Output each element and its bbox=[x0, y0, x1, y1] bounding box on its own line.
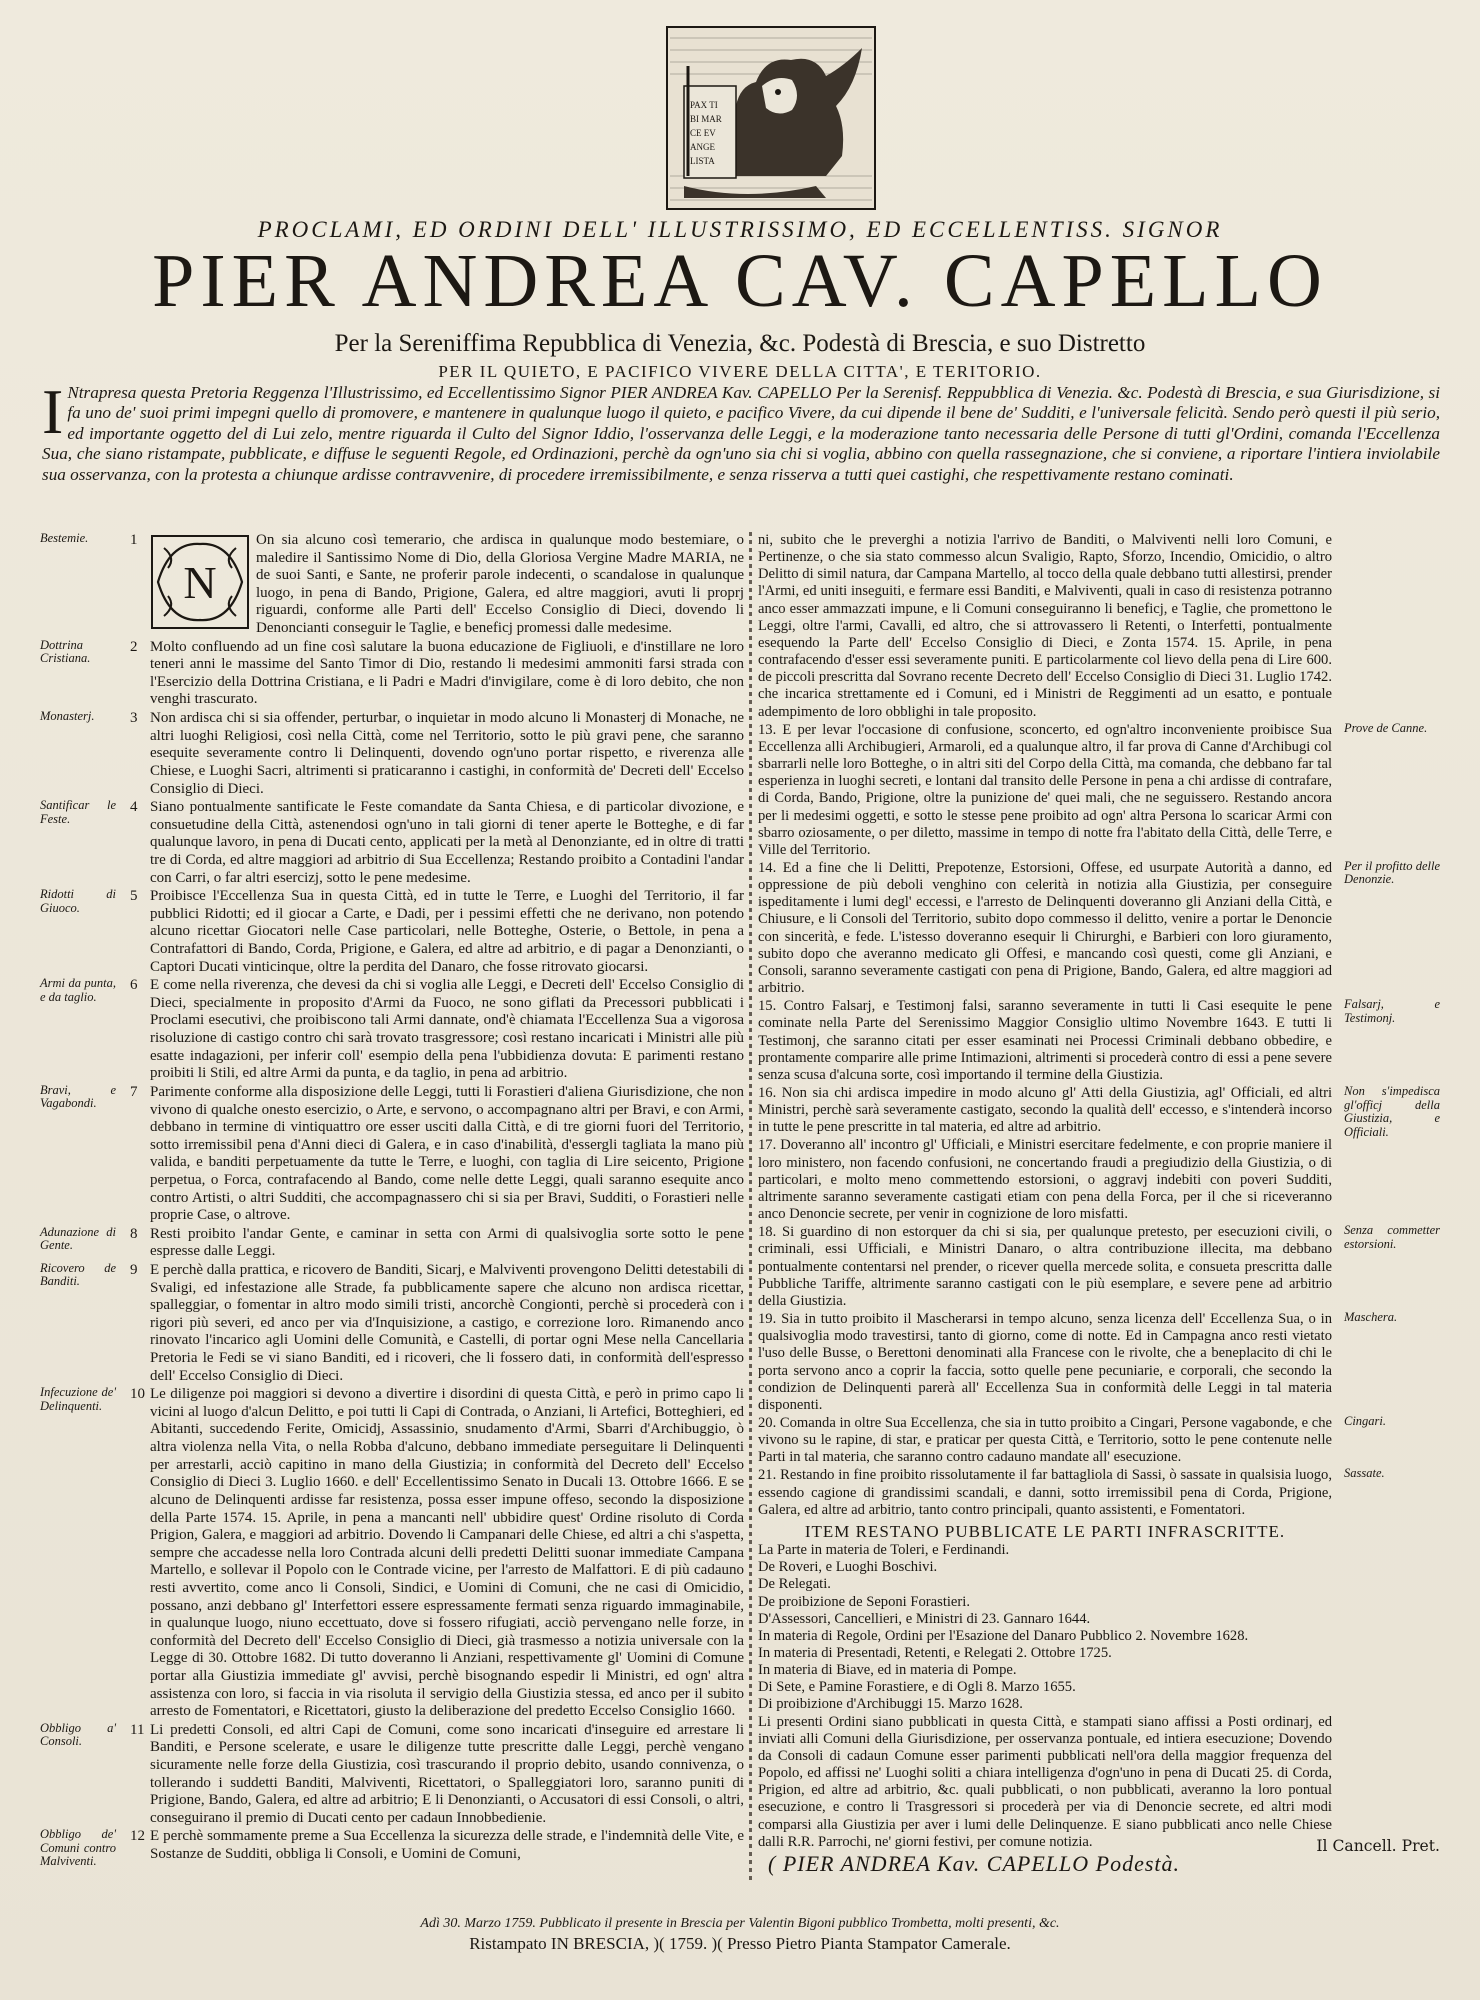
ordinance-16 bbox=[758, 1084, 1440, 1139]
margin-note: Ricovero de Banditi. bbox=[40, 1260, 116, 1289]
ordinance-number: 4 bbox=[130, 799, 138, 816]
printer-imprint: Ristampato IN BRESCIA, )( 1759. )( Presso Pietro Pianta Stampator Camerale. bbox=[469, 1934, 1011, 1953]
list-item: La Parte in materia de Toleri, e Ferdinandi. bbox=[758, 1542, 1010, 1559]
ordinance-4 bbox=[40, 799, 744, 887]
ordinance-text: Proibisce l'Eccellenza Sua in questa Città, ed in tutte le Terre, e Luoghi del Territorio, il far pubblici Ridotti; ed il giocar a Carte, e Dadi, per i pessimi effetti che ne derivano, non potendo alcuno ricettar Giocatori nelle Case particolari, nelle Botteghe, Osterie, o Bettole, in pena a Contrafattori di Bando, Corda, Prigione, e Galera, ed altre ad arbitrio, e di pagar a Denonzianti, o Captori Ducati vinticinque, oltre la perdita del Danaro, che fosse ritrovato giocarsi. bbox=[150, 888, 744, 975]
ordinance-text: On sia alcuno così temerario, che ardisca in qualunque modo bestemiare, o maledire il Santissimo Nome di Dio, della Gloriosa Vergine Madre MARIA, ne de suoi Santi, e Sante, ne proferir parole indecenti, o scandalose in qualunque luogo, in pena di Bando, Prigione, Galera, ed altre maggiori, avuti li proprj riguardi, conforme alle Parti dell' Eccelso Consiglio di Dieci, dovendo li Denoncianti conseguir le Taglie, e beneficj promessi dalle medesime. bbox=[256, 532, 744, 637]
margin-note: Bravi, e Vagabondi. bbox=[40, 1082, 116, 1111]
ordinance-20 bbox=[758, 1415, 1440, 1466]
ordinance-number: 10 bbox=[130, 1386, 145, 1403]
ordinances-columns bbox=[40, 532, 1440, 1882]
margin-note: Bestemie. bbox=[40, 531, 89, 545]
svg-text:PAX TI: PAX TI bbox=[690, 100, 718, 110]
ordinance-number: 6 bbox=[130, 977, 138, 994]
intro-drop-cap: I bbox=[42, 376, 64, 447]
ordinance-17 bbox=[758, 1137, 1440, 1223]
margin-note: Infecuzione de' Delinquenti. bbox=[40, 1385, 116, 1413]
ordinance-number: 11 bbox=[130, 1721, 145, 1738]
ordinance-number: 3 bbox=[130, 710, 138, 727]
ordinance-5 bbox=[40, 888, 744, 976]
margin-note: Non s'impedisca gl'officj della Giustizia, e Officiali. bbox=[1344, 1084, 1440, 1139]
list-item: De proibizione de Seponi Forastieri. bbox=[758, 1593, 970, 1610]
republic-subtitle: Per la Sereniffima Repubblica di Venezia, &c. Podestà di Brescia, e suo Distretto bbox=[334, 330, 1146, 357]
ordinance-text: 13. E per levar l'occasione di confusione, sconcerto, ed ogn'altro inconveniente proibisce Sua Eccellenza alli Archibugieri, Armaroli, ed a qualunque altro, il far prova di Canne d'Archibugi col sbarrarli nelle loro Botteghe, o in altri siti del Corpo della Città, ma comanda, che debbano far tal esperienza in luoghi secreti, e lontani dal transito delle Persone in pena a chi ardisse di contrafare, di Corda, Bando, Prigione, oltre la punizione de' quei mali, che ne seguissero. Restando ancora per li medesimi oggetti, e sotto le stesse pene proibito ad ogn' altra Persona lo scaricar Armi con sbarro oziosamente, o per diletto, massime in tempo di notte fra l'abitato della Città, delle Terre, e Ville del Territorio. bbox=[758, 721, 1332, 858]
ordinance-21 bbox=[758, 1467, 1440, 1518]
margin-note: Sassate. bbox=[1344, 1466, 1385, 1481]
ordinance-7 bbox=[40, 1084, 744, 1225]
list-item: De Roveri, e Luoghi Boschivi. bbox=[758, 1559, 938, 1576]
ordinance-text: E perchè sommamente preme a Sua Eccellenza la sicurezza delle strade, e l'indemnità delle Vite, e Sostanze de Sudditi, obbliga li Consoli, e Uomini de Comuni, bbox=[150, 1828, 744, 1863]
ordinance-number: 12 bbox=[130, 1828, 145, 1845]
closing-paragraph: Li presenti Ordini siano pubblicati in questa Città, e stampati siano affissi a Posti ordinarj, ed inviati alli Comuni della Giurisdizione, per osservanza pontuale, ed intiera esecuzione; Dovendo da Consoli di cadaun Comune esser parimenti pubblicati nell'ora della maggior frequenza del Popolo, ed affissi ne' Luoghi soliti a chiara intelligenza d'ogn'uno in pena di Ducati 25. di Corda, Prigion, ed altre ad arbitrio, &c. quali pubblicati, o non pubblicati, averanno la loro pontual esecuzione, e contro li Trasgressori si procederà per via di Denoncie secrete, ed altri modi comparsi alla Giustizia per aver i lumi delle Delinquenze. E siano pubblicati anco nelle Chiese dalli R.R. Parrochi, ne' giorni festivi, per comune notizia. bbox=[758, 1713, 1332, 1850]
ordinance-6 bbox=[40, 977, 744, 1083]
ordinance-number: 5 bbox=[130, 888, 138, 905]
intro-text: Ntrapresa questa Pretoria Reggenza l'Illustrissimo, ed Eccellentissimo Signor PIER ANDREA Kav. CAPELLO Per la Serenisf. Reppubblica di Venezia. &c. Podestà di Brescia, e sua Giurisdizione, si fa uno de' suoi primi impegni quello di promovere, e mantenere in qualunque luogo il quieto, e pacifico Vivere, da cui dipende il bene de' Sudditi, e l'universale felicità. Sendo però questi il più serio, ed importante oggetto del di Lui zelo, mentre riguarda il Culto del Signor Iddio, l'osservanza delle Leggi, e la moderazione tanto necessaria delle Persone di tutti gl'Ordini, comanda l'Eccellenza Sua, che siano ristampate, pubblicate, e diffuse le seguenti Regole, ed Ordinazioni, perchè da ogn'uno sia chi si voglia, abbino con quella rassegnazione, che si conviene, a riportare l'intiera inviolabile sua osservanza, con la protesta a chiunque ardisse contravvenire, di procedere irremissibilmente, e senza risserva a tutti quei castighi, che respettivamente restano cominati. bbox=[42, 383, 1440, 484]
margin-note: Obbligo de' Comuni contro Malviventi. bbox=[40, 1827, 116, 1869]
ordinance-text: 15. Contro Falsarj, e Testimonj falsi, saranno severamente in tutti li Casi esequite le pene cominate nella Parte del Serenissimo Maggior Consiglio ultimo Novembre 1643. E tutti li Testimonj, che saranno citati per esser esaminati nei Processi Criminali debbano obbedire, e prontamente comparire alle prime Intimazioni, altrimenti si procederà contro di essi a pene severe senza scusa d'alcuna sorte, così importando il termine della Giustizia. bbox=[758, 998, 1332, 1083]
list-item: In materia di Biave, ed in materia di Pompe. bbox=[758, 1662, 1017, 1679]
ordinance-text: E come nella riverenza, che devesi da chi si voglia alle Leggi, e Decreti dell' Eccelso Consiglio di Dieci, specialmente in proposito d'Armi da Fuoco, ne sono giflati da Precessori pubblicati i Proclami esecutivi, che proibiscono tali Armi dannate, ond'è chiamata l'Eccellenza Sua a vigorosa risoluzione di castigo contro chi sarà trovato trasgressore; così restano incaricati i Ministri alle più esatte indagazioni, per inferir coll' esempio della pena l'ubbidienza dovuta: E parimenti restano proibiti li Stili, ed altre Armi da punta, e da taglio, in pena ad arbitrio. bbox=[150, 977, 744, 1082]
list-item: Di Sete, e Pamine Forastiere, e di Ogli 8. Marzo 1655. bbox=[758, 1679, 1076, 1696]
margin-note: Monasterj. bbox=[40, 709, 95, 724]
margin-note: Falsarj, e Testimonj. bbox=[1344, 997, 1440, 1025]
ordinance-14 bbox=[758, 860, 1440, 997]
left-column bbox=[40, 531, 744, 1869]
ordinance-text: 18. Si guardino di non estorquer da chi si sia, per qualunque pretesto, per esecuzioni civili, o criminali, essi Ufficiali, e Ministri Danaro, o altra contribuzione illecita, ma debbano pontualmente contentarsi nel prender, o ricever quella mercede solita, e consueta prescritta dalle Pubbliche Tariffe, altrimente saranno castigati con le più esemplare, e severe pene ad arbitrio della Giustizia. bbox=[758, 1224, 1332, 1309]
publication-note: Adì 30. Marzo 1759. Pubblicato il presente in Brescia per Valentin Bigoni pubblico Trombetta, molti presenti, &c. bbox=[420, 1916, 1060, 1931]
ordinance-text: E perchè dalla prattica, e ricovero de Banditi, Sicarj, e Malviventi provengono Delitti detestabili di Svaligi, ed infestazione alle Strade, fa pubblicamente sapere che alcuno non ardisca ricettar, spalleggiar, o fomentar in altro modo simili tristi, ancorchè Congionti, perchè si procederà con i rigori più severi, ed anco per via d'Inquisizione, a castigo, e correzione loro. Rimanendo anco rinovato l'incarico agli Uomini delle Comunità, e Castelli, di portar ogni Mese nella Cancellaria Pretoria le Fedi se vi siano Banditi, ed i ricoveri, che li fossero dati, in conformità dell'espresso dell' Eccelso Consiglio di Dieci. bbox=[150, 1261, 744, 1384]
ordinance-number: 9 bbox=[130, 1261, 138, 1278]
ordinance-text: Molto confluendo ad un fine così salutare la buona educazione de Figliuoli, e d'instillare ne loro teneri anni le massime del Santo Timor di Dio, restando li medesimi ammoniti farsi strada con l'Esercizio della Dottrina Cristiana, e li Padri e Madri d'invigilare, come è di loro debito, che non venghi trascurato. bbox=[150, 638, 744, 708]
lion-of-saint-mark-emblem bbox=[666, 26, 876, 210]
svg-text:LISTA: LISTA bbox=[690, 156, 715, 166]
intro-paragraph bbox=[42, 376, 1440, 485]
ordinance-text: Non ardisca chi si sia offender, perturbar, o inquietar in modo alcuno li Monasterj di Monache, ne altri luoghi Religiosi, così nella Città, come nel Territorio, sotto le più gravi pene, che saranno esequite severamente contro li Delinquenti, dovendo ogn'uno portar rispetto, e riverenza alle Chiese, e Luoghi Sacri, altrimenti si praticaranno i castighi, in conformità de' Decreti dell' Eccelso Consiglio di Dieci. bbox=[150, 710, 744, 797]
ordinance-12 bbox=[40, 1827, 744, 1869]
ordinance-number: 8 bbox=[130, 1225, 138, 1242]
list-item: D'Assessori, Cancellieri, e Ministri di 23. Gannaro 1644. bbox=[758, 1610, 1091, 1627]
margin-note: Armi da punta, e da taglio. bbox=[40, 976, 116, 1004]
ordinance-text: ni, subito che le preverghi a notizia l'arrivo de Banditi, o Malviventi nelli loro Comuni, e Pertinenze, o che sia stato commesso alcun Svaligio, Rapto, Sforzo, Incendio, Omicidio, o altro Delitto di simil natura, dar Campana Martello, al tocco della quale debbano tutti allestirsi, prender l'Armi, ed uniti inseguiti, e fermare essi Banditi, e Malviventi, quali in caso di resistenza potranno anco esser ammazzati impune, e li Comuni conseguiranno li beneficj, e Taglie, che promettono le Leggi, oltre l'armi, Cavalli, ed altro, che si attrovassero li Retenti, o Interfetti, pontualmente esequendo la Parte dell' Eccelso Consiglio di Dieci, e Zonta 1574. 15. Aprile, in pena contrafacendo d'esser essi severamente puniti. E particolarmente col lievo della pena di Lire 600. de piccoli prescritta dal Sovrano recente Decreto dell' Eccelso Consiglio di Dieci 31. Luglio 1742. che incarica strettamente ed i Comuni, ed i Ministri de Reggimenti ad un esatto, e pontuale adempimento de loro obblighi in tale proposito. bbox=[758, 532, 1332, 720]
ordinance-text: 21. Restando in fine proibito rissolutamente il far battagliola di Sassi, ò sassate in qualsisia luogo, essendo cagione di grandissimi scandali, e danni, sotto irremissibil pena di Corda, Prigione, Galera, ed altre ad arbitrio, tanto contro principali, quanto assistenti, e Fomentatori. bbox=[758, 1467, 1332, 1518]
ordinance-number: 2 bbox=[130, 638, 138, 655]
list-item: De Relegati. bbox=[758, 1576, 831, 1593]
ordinance-text: Li predetti Consoli, ed altri Capi de Comuni, come sono incaricati d'inseguire ed arrestare li Banditi, e Persone scelerate, e usare le diligenze tutte prescritte dalle Leggi, perchè vengano sicuramente nelle forze della Giustizia, così trascurando il proprio debito, usando connivenza, o tollerando i suddetti Banditi, Malviventi, Ricettatori, o Spalleggiatori loro, saranno puniti di Prigione, Bando, Galera, ed altre ad arbitrio; E li Denonzianti, o Accusatori di essi Consoli, o altri, conseguirano il premio di Ducati cento per cadaun Innobbedienie. bbox=[150, 1721, 744, 1826]
right-column bbox=[758, 532, 1440, 1876]
ordinance-8 bbox=[40, 1226, 744, 1261]
margin-note: Adunazione di Gente. bbox=[40, 1224, 116, 1253]
ordinance-text: 19. Sia in tutto proibito il Mascherarsi in tempo alcuno, senza licenza dell' Eccellenza Sua, o in qualsivoglia modo travestirsi, tanto di giorno, come di notte. Ed in Campagna anco resti vietato l'uso delle Busse, o Berettoni denominati alla Francese con le rivolte, che a beneplacito di chi le porta servono anco a coprir la faccia, sotto quelle pene pecuniarie, e corporali, che secondo la condizion de Delinquenti parerà all' Eccellenza Sua in conformità delle Leggi in tal materia disponenti. bbox=[758, 1311, 1332, 1413]
margin-note: Per il profitto delle Denonzie. bbox=[1344, 858, 1440, 887]
ordinance-text: 16. Non sia chi ardisca impedire in modo alcuno gl' Atti della Giustizia, agl' Officiali, ed altri Ministri, perchè sarà severamente castigato, secondo la qualità dell' eccesso, e s'intenderà incorso in tutte le pene prescritte in tal materia, ed altre ad arbitrio. bbox=[758, 1085, 1332, 1136]
ordinance-12-continued bbox=[758, 532, 1440, 721]
ordinance-text: Le diligenze poi maggiori si devono a divertire i disordini di questa Città, e però in primo capo li vicini al luogo d'alcun Delitto, e poi tutti li Capi di Contrada, o Anziani, li Artefici, Botteghieri, ed Abitanti, succedendo Ferite, Omicidj, Assassinio, snudamento d'Armi, Sbarri d'Archibuggio, ò altra violenza nella Vita, o nella Robba d'alcuno, debbano immediate perseguitare li Delinquenti per arrestarli, acciò capitino in mano della Giustizia; in conformità del Decreto dell' Eccelso Consiglio di Dieci 3. Luglio 1660. e dell' Eccellentissimo Senato in Ducali 13. Ottobre 1666. E se alcuno de Delinquenti ardisse far resistenza, possa esser impune offeso, secondo la disposizione della Parte 1574. 15. Aprile, in pena a mancanti nell' ubbidire quest' Ordine risoluto di Corda Prigion, Galera, e maggiori ad arbitrio. Dovendo li Campanari delle Chiese, ed altri a chi s'aspetta, sempre che accadesse nella loro Contrada alcuni delli predetti Delitti suonar immediate Campana Martello, e sollevar il Popolo con le Contrade vicine, per l'arresto de Malfattori. E di più cadauno resti avvertito, come anco li Consoli, Sindici, e Uomini di Comuni, che ne casi di Omicidio, possano, anzi debbano gl' Interfettori essere espressamente fermati senza riguardo immaginabile, in qualunque luogo, niuno eccettuato, dove si fossero rifugiati, acciò pervengano nelle forze, in conformità del Decreto dell' Eccelso Consiglio di Dieci, già trasmesso a notizia universale con la Legge di 30. Ottobre 1682. Di tutto doveranno li Anziani, respettivamente gl' Uomini di Comune portar alla Giustizia immediate gl' avvisi, perchè bisognando espedir li Ministri, ed ogn' altra assistenza con loro, si faccia in via risoluta il servigio della Giustizia stessa, ed anco per il subito arresto de Fomentatori, e Ricettatori, giusto la deliberazione del predetto Eccelso Consiglio 1660. bbox=[150, 1386, 744, 1720]
margin-note: Santificar le Feste. bbox=[40, 798, 116, 826]
ornamental-initial-n bbox=[150, 534, 250, 630]
purpose-subtitle: PER IL QUIETO, E PACIFICO VIVERE DELLA CITTA', E TERITORIO. bbox=[438, 362, 1042, 381]
margin-note: Senza commetter estorsioni. bbox=[1344, 1223, 1440, 1251]
ordinance-number: 7 bbox=[130, 1083, 138, 1100]
margin-note: Dottrina Cristiana. bbox=[40, 637, 91, 666]
parti-list bbox=[758, 1542, 1440, 1714]
ordinance-10 bbox=[40, 1386, 744, 1721]
item-heading: ITEM RESTANO PUBBLICATE LE PARTI INFRASCRITTE. bbox=[804, 1521, 1286, 1541]
margin-note: Prove de Canne. bbox=[1344, 720, 1428, 735]
ordinance-number: 1 bbox=[130, 532, 138, 548]
podesta-name-title: PIER ANDREA CAV. CAPELLO bbox=[152, 239, 1328, 323]
ordinance-text: Parimente conforme alla disposizione delle Leggi, tutti li Forastieri d'aliena Giurisdizione, che non vivono di qualche onesto esercizio, o Arte, e servono, o accompagnano altri per Bravi, e con Armi, debbano in termine di vintiquattro ore esser usciti dalla Città, e di tre giorni fuori del Territorio, sotto irremissibil pena d'Anni dieci di Galera, e in caso d'inabilità, d'essergli tagliata la mano più valida, e banditi perpetuamente da tutte le Terre, e luoghi, con taglia di Lire seicento, Prigione perpetua, o Forca, contrafacendo al Bando, come nelle dette Leggi, quali saranno esequite anco contro Artisti, o altri Sudditi, che accompagnassero chi si sia per Bravi, Sudditi, o Forastieri nelle proprie Case, o altrove. bbox=[150, 1083, 744, 1224]
svg-text:CE EV: CE EV bbox=[690, 128, 716, 138]
ordinance-9 bbox=[40, 1262, 744, 1385]
ornamental-column-divider bbox=[749, 532, 752, 1882]
ordinance-13 bbox=[758, 722, 1440, 859]
ordinance-text: 14. Ed a fine che li Delitti, Prepotenze, Estorsioni, Offese, ed usurpate Autorità a danno, ed oppressione de più deboli venghino con celerità in notizia alla Giustizia, per conseguire ispeditamente i lumi degl' eccessi, e l'arresto de Delinquenti doveranno gli Anziani della Città, e Chiusure, e li Consoli del Territorio, subito dopo commesso il delitto, venire a portar le Denoncie con sincerità, e fede. L'istesso doveranno esequir li Chirurghi, e Barbieri con loro giuramento, subito dopo che averanno medicato gli Offesi, e mancando così questi, come gli Anziani, e Consoli, saranno severamente castigati con pena di Prigione, Bando, Galera, ed altre maggiori ad arbitrio. bbox=[758, 859, 1332, 997]
podesta-signature: ( PIER ANDREA Kav. CAPELLO Podestà. bbox=[768, 1850, 1181, 1876]
list-item: In materia di Presentadi, Retenti, e Relegati 2. Ottobre 1725. bbox=[758, 1645, 1112, 1661]
svg-text:BI MAR: BI MAR bbox=[690, 114, 722, 124]
list-item: Di proibizione d'Archibuggi 15. Marzo 1628. bbox=[758, 1696, 1023, 1713]
chancellor-signature: Il Cancell. Pret. bbox=[1316, 1837, 1440, 1855]
ordinance-text: 17. Doveranno all' incontro gl' Ufficiali, e Ministri esercitare fedelmente, e con proprie maniere il loro ministero, non facendo confusioni, ne concertando fraudi a pregiudizio della Giustizia, o di particolari, e molto meno commettendo estorsioni, o aggravj indebiti con poveri Sudditi, altrimente saranno severamente castigati etiam con pena della Forca, per il che si riceveranno anco Denoncie secrete, per venir in cognizione de loro misfatti. bbox=[758, 1137, 1332, 1223]
ordinance-text: Resti proibito l'andar Gente, e caminar in setta con Armi di qualsivoglia sorte sotto le pene espresse dalle Leggi. bbox=[150, 1225, 744, 1260]
initial-letter: N bbox=[183, 557, 217, 608]
ordinance-2 bbox=[40, 639, 744, 709]
ordinance-3 bbox=[40, 710, 744, 798]
ordinance-19 bbox=[758, 1311, 1440, 1414]
margin-note: Ridotti di Giuoco. bbox=[40, 887, 116, 915]
margin-note: Cingari. bbox=[1344, 1413, 1387, 1428]
margin-note: Obbligo a' Consoli. bbox=[40, 1720, 116, 1749]
ordinance-text: Siano pontualmente santificate le Feste comandate da Santa Chiesa, e di particolar divozione, e consuetudine della Città, astenendosi ogn'uno in tali giorni di tener aperte le Botteghe, e di far qualunque lavoro, in pena di Ducati cento, applicati per la metà al Denonziante, ed in oltre di tratti tre di Corda, ed altre maggiori ad arbitrio di Sua Eccellenza; Restando proibito a Contadini l'andar con Carri, o far altri esercizj, sotto le pene medesime. bbox=[150, 799, 744, 886]
ordinance-18 bbox=[758, 1224, 1440, 1310]
ordinance-text: 20. Comanda in oltre Sua Eccellenza, che sia in tutto proibito a Cingari, Persone vagabonde, e che vivono su le rapine, di star, e praticar per questa Città, e Territorio, sotto le pene contenute nelle Parti in tal materia, che saranno contro cadauno mandate all' esecuzione. bbox=[758, 1414, 1332, 1466]
margin-note: Maschera. bbox=[1344, 1310, 1398, 1325]
ordinance-1 bbox=[40, 532, 744, 638]
svg-text:ANGE: ANGE bbox=[690, 142, 715, 152]
ordinance-11 bbox=[40, 1722, 744, 1828]
ordinance-15 bbox=[758, 998, 1440, 1084]
proclami-heading: PROCLAMI, ED ORDINI DELL' ILLUSTRISSIMO, ED ECCELLENTISS. SIGNOR bbox=[257, 217, 1223, 242]
list-item: In materia di Regole, Ordini per l'Esazione del Danaro Pubblico 2. Novembre 1628. bbox=[758, 1627, 1249, 1644]
